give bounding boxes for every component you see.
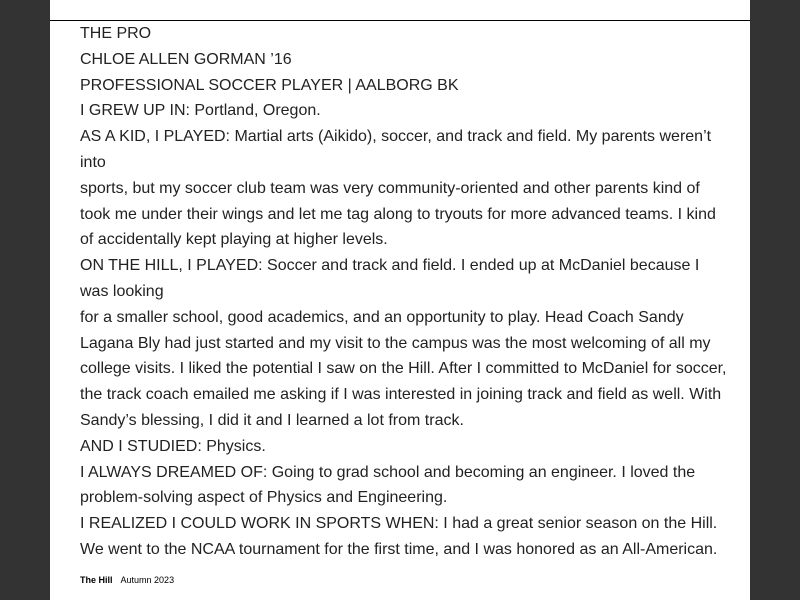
page-footer [80,575,174,585]
text-line: took me under their wings and let me tag along to tryouts for more advanced teams. I kind [80,205,716,223]
article-body [80,21,730,566]
profile-title: PROFESSIONAL SOCCER PLAYER | AALBORG BK [80,76,459,94]
text-line: college visits. I liked the potential I saw on the Hill. After I committed to McDaniel for soccer, [80,360,727,378]
text-line: for a smaller school, good academics, and an opportunity to play. Head Coach Sandy [80,308,684,326]
profile-name: CHLOE ALLEN GORMAN ’16 [80,50,292,68]
text-line: into [80,153,106,171]
text-line: We went to the NCAA tournament for the first time, and I was honored as an All-American. [80,540,718,558]
text-line: sports, but my soccer club team was very community-oriented and other parents kind of [80,179,700,197]
text-line [80,563,730,566]
text-line: AS A KID, I PLAYED: Martial arts (Aikido), soccer, and track and field. My parents weren’t [80,128,712,146]
text-line: I REALIZED I COULD WORK IN SPORTS WHEN: I had a great senior season on the Hill. [80,515,718,533]
text-line: the track coach emailed me asking if I was interested in joining track and field as well. With [80,386,722,404]
text-line: I ALWAYS DREAMED OF: Going to grad school and becoming an engineer. I loved the [80,463,696,481]
issue-date: Autumn 2023 [120,575,175,585]
text-line: Lagana Bly had just started and my visit to the campus was the most welcoming of all my [80,334,711,352]
text-line: problem-solving aspect of Physics and Engineering. [80,489,448,507]
text-line: AND I STUDIED: Physics. [80,437,266,455]
publication-name: The Hill [80,575,113,585]
text-line: of accidentally kept playing at higher levels. [80,231,388,249]
section-label: THE PRO [80,25,152,42]
text-line: ON THE HILL, I PLAYED: Soccer and track and field. I ended up at McDaniel because I [80,257,700,275]
text-line: Sandy’s blessing, I did it and I learned a lot from track. [80,411,464,429]
text-line: I GREW UP IN: Portland, Oregon. [80,102,321,120]
text-line: was looking [80,282,164,300]
document-page [50,0,750,600]
